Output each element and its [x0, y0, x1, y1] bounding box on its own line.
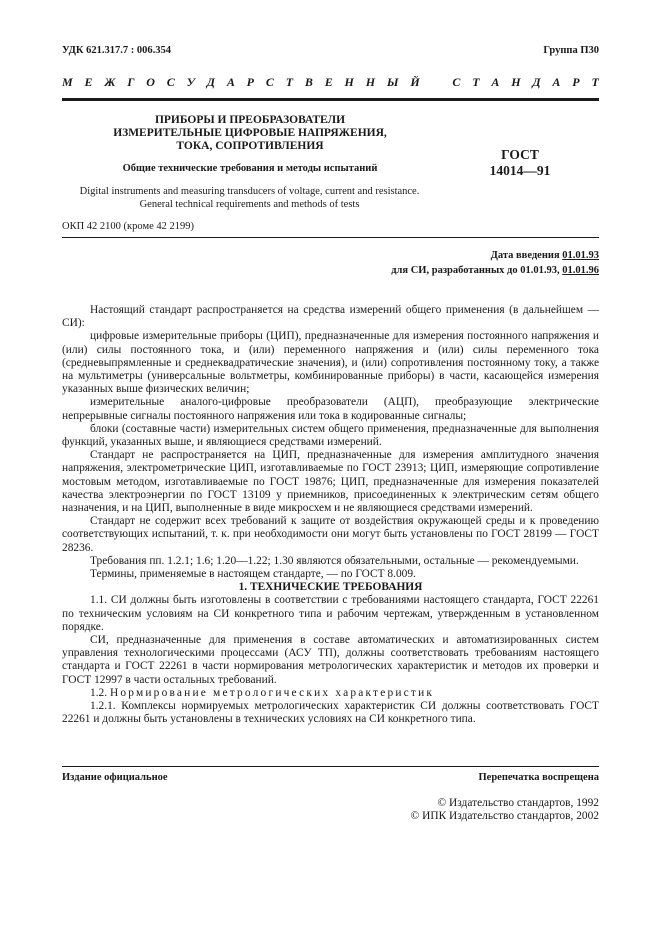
group-code: Группа П30	[543, 45, 599, 56]
copyright-1992: © Издательство стандартов, 1992	[437, 797, 599, 809]
section-heading: 1. ТЕХНИЧЕСКИЕ ТРЕБОВАНИЯ	[238, 581, 423, 594]
banner-word2-letter: А	[491, 75, 500, 89]
gost-designation	[480, 147, 560, 179]
paragraph: 1.2.1. Комплексы нормируемых метрологических характеристик СИ должны соответствовать ГОСТ 22261 и должны быть установлены в технических условиях на СИ конкретного типа.	[62, 700, 599, 726]
si-introduction-date	[391, 265, 599, 276]
introduction-date-label: Дата введения	[490, 250, 563, 261]
okp-code: ОКП 42 2100 (кроме 42 2199)	[62, 221, 194, 232]
banner-word2-letter: Р	[572, 75, 580, 89]
paragraph: измерительные аналого-цифровые преобразователи (АЦП), преобразующие электрические непрерывные сигналы постоянного напряжения или тока в кодированные сигналы;	[62, 396, 599, 422]
banner-word2-letter: Т	[472, 75, 480, 89]
footer-rule	[62, 766, 599, 767]
paragraph: Стандарт не содержит всех требований к защите от воздействия окружающей среды и к проведению соответствующих испытаний, т. к. при необходимости они могут быть установлены по ГОСТ 28199 — ГОСТ 28236.	[62, 515, 599, 554]
paragraph: Стандарт не распространяется на ЦИП, предназначенные для измерения амплитудного значения напряжения, электрометрические ЦИП, изготавливаемые по ГОСТ 23913; ЦИП, измеряющие сопротивление мостовым методом, изготавливаемые по ГОСТ 19876; ЦИП, предназначенные для измерения показателей качества электроэнергии по ГОСТ 13109 у приемников, присоединенных к электрическим сетям общего назначения, и на ЦИП, выполненные в виде микросхем и не являющиеся средствами измерений.	[62, 449, 599, 515]
banner-word1-letter: С	[166, 75, 175, 89]
reprint-prohibited: Перепечатка воспрещена	[478, 772, 599, 783]
banner-word1-letter: Г	[127, 75, 135, 89]
banner-word1-letter: Д	[206, 75, 215, 89]
banner-gap	[432, 75, 441, 90]
banner-word1-letter: Ж	[104, 75, 116, 89]
title-line-1: ПРИБОРЫ И ПРЕОБРАЗОВАТЕЛИ	[154, 114, 346, 126]
banner-word2-letter: С	[452, 75, 461, 89]
banner-word1-letter: Й	[410, 75, 420, 89]
copyright-2002: © ИПК Издательство стандартов, 2002	[410, 810, 599, 822]
paragraph: 1.1. СИ должны быть изготовлены в соответствии с требованиями настоящего стандарта, ГОСТ 22261 по техническим условиям на СИ конкретного типа и рабочим чертежам, утвержденным в установленном порядке.	[62, 594, 599, 633]
interstate-standard-banner	[62, 75, 599, 90]
banner-word1-letter: М	[62, 75, 73, 89]
document-title	[95, 114, 405, 153]
subsection-heading	[62, 687, 599, 700]
banner-word1-letter: Т	[285, 75, 294, 89]
banner-word2-letter: Д	[532, 75, 541, 89]
english-title-line-1: Digital instruments and measuring transducers of voltage, current and resistance.	[79, 186, 420, 197]
subsection-number: 1.2.	[90, 686, 110, 699]
banner-word1-letter: А	[226, 75, 235, 89]
introduction-date-value: 01.01.93	[562, 250, 599, 261]
banner-rule	[62, 98, 599, 101]
title-line-2: ИЗМЕРИТЕЛЬНЫЕ ЦИФРОВЫЕ НАПРЯЖЕНИЯ,	[113, 127, 387, 139]
english-title	[62, 185, 437, 211]
introduction-date	[491, 250, 599, 261]
si-date-value: 01.01.96	[562, 265, 599, 276]
banner-word1-letter: Р	[246, 75, 255, 89]
paragraph: цифровые измерительные приборы (ЦИП), предназначенные для измерения постоянного напряжения и (или) силы постоянного тока, и (или) переменного напряжения и (или) силы переменного тока (средневыпрямленные и среднеквадратические значения), и (или) сопротивления постоянному току, а также на мультиметры (универсальные вольтметры, комбинированные приборы) в части, касающейся измерения указанных выше физических величин;	[62, 330, 599, 396]
gost-number: 14014—91	[489, 163, 551, 178]
gost-label: ГОСТ	[501, 147, 539, 162]
paragraph: Термины, применяемые в настоящем стандарте, — по ГОСТ 8.009.	[90, 568, 416, 581]
banner-word1-letter: Н	[365, 75, 376, 89]
banner-word1-letter: Н	[344, 75, 354, 89]
document-body	[62, 304, 599, 727]
english-title-line-2: General technical requirements and methods of tests	[139, 199, 360, 210]
banner-word1-letter: Ы	[386, 75, 399, 89]
paragraph: СИ, предназначенные для применения в составе автоматических и автоматизированных систем управления технологическими процессами (АСУ ТП), должны соответствовать требованиям настоящего стандарта и ГОСТ 22261 в части нормирования метрологических характеристик и методов их проверки и ГОСТ 12997 в части остальных требований.	[62, 634, 599, 686]
paragraph: Настоящий стандарт распространяется на средства измерений общего применения (в дальнейшем — СИ):	[62, 304, 599, 330]
paragraph: Требования пп. 1.2.1; 1.6; 1.20—1.22; 1.30 являются обязательными, остальные — рекомендуемыми.	[90, 554, 579, 567]
subsection-title: Нормирование метрологических характеристик	[109, 686, 435, 699]
title-line-3: ТОКА, СОПРОТИВЛЕНИЯ	[176, 140, 324, 152]
udk-code: УДК 621.317.7 : 006.354	[62, 45, 171, 56]
banner-word1-letter: Е	[324, 75, 333, 89]
okp-rule	[62, 237, 599, 238]
banner-word1-letter: О	[146, 75, 155, 89]
banner-word1-letter: С	[265, 75, 274, 89]
si-date-label: для СИ, разработанных до 01.01.93,	[391, 265, 563, 276]
banner-word2-letter: Н	[511, 75, 521, 89]
official-edition: Издание официальное	[62, 772, 168, 783]
banner-word1-letter: Е	[84, 75, 93, 89]
banner-word1-letter: В	[304, 75, 313, 89]
paragraph: блоки (составные части) измерительных систем общего применения, предназначенные для выполнения функций, указанных выше, и являющиеся средствами измерений.	[62, 422, 599, 449]
document-subtitle: Общие технические требования и методы испытаний	[122, 163, 378, 174]
banner-word2-letter: А	[552, 75, 561, 89]
banner-word2-letter: Т	[591, 75, 599, 89]
banner-word1-letter: У	[186, 75, 195, 89]
